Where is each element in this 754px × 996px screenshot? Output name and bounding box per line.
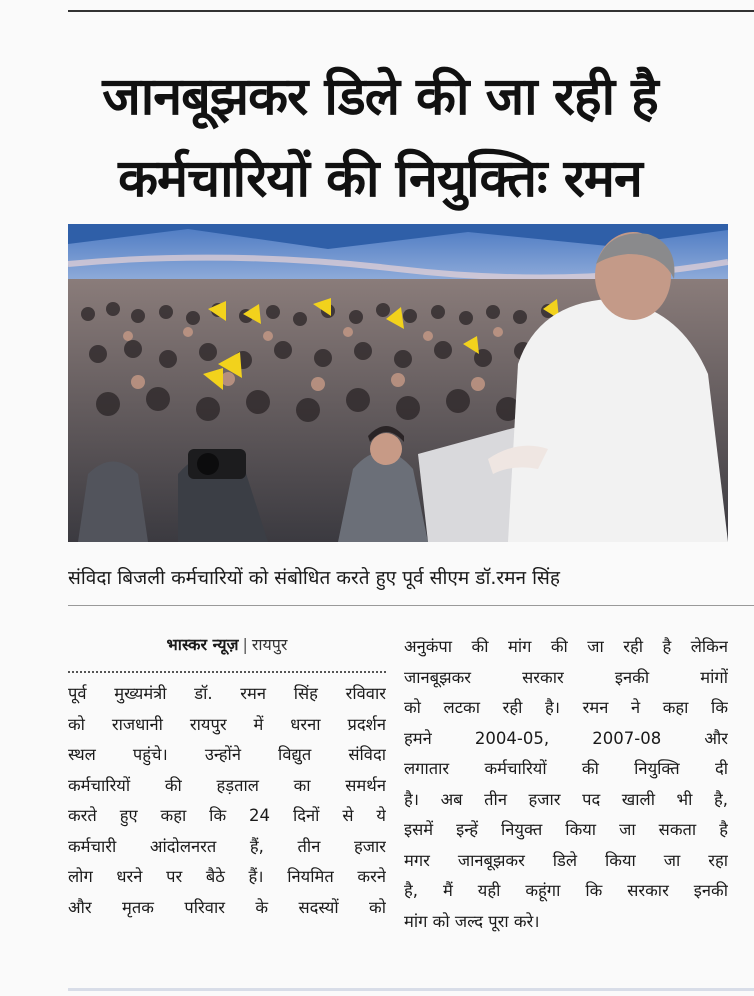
article-line: जानबूझकर सरकार इनकी मांगों	[404, 667, 728, 687]
article-line: और मृतक परिवार के सदस्यों को	[68, 897, 386, 917]
article-line: पूर्व मुख्यमंत्री डॉ. रमन सिंह रविवार	[68, 684, 386, 703]
article-line: मगर जानबूझकर डिले किया जा रहा	[404, 850, 728, 870]
byline-agency: भास्कर न्यूज़	[166, 635, 239, 654]
top-rule	[68, 10, 754, 12]
article-line: अनुकंपा की मांग की जा रही है लेकिन	[404, 637, 728, 656]
article-line: हमने 2004-05, 2007-08 और	[404, 728, 728, 748]
photo-caption: संविदा बिजली कर्मचारियों को संबोधित करते हुए पूर्व सीएम डॉ.रमन सिंह	[68, 567, 560, 589]
rally-photo-icon	[68, 224, 728, 542]
article-line: कर्मचारियों की हड़ताल का समर्थन	[68, 775, 386, 795]
article-line: को लटका रही है। रमन ने कहा कि	[404, 698, 728, 717]
article-line: मांग को जल्द पूरा करे।	[404, 911, 540, 931]
article-line: लगातार कर्मचारियों की नियुक्ति दी	[404, 759, 728, 778]
article-line: लोग धरने पर बैठे हैं। नियमित करने	[68, 867, 386, 886]
article-text-right	[404, 632, 728, 937]
article-column-right	[404, 632, 728, 937]
article-line: करते हुए कहा कि 24 दिनों से ये	[68, 806, 386, 825]
article-line: है, मैं यही कहूंगा कि सरकार इनकी	[404, 881, 728, 900]
article-column-left	[68, 625, 386, 923]
headline-line-2: कर्मचारियों की नियुक्तिः रमन	[118, 149, 642, 209]
byline-rule	[68, 671, 386, 673]
byline-city: रायपुर	[251, 635, 288, 654]
caption-rule	[68, 605, 754, 606]
article-line: इसमें इन्हें नियुक्त किया जा सकता है	[404, 820, 728, 839]
news-photo	[68, 224, 728, 542]
headline-line-1: जानबूझकर डिले की जा रही है	[102, 67, 658, 127]
article-line: है। अब तीन हजार पद खाली भी है,	[404, 789, 728, 809]
bottom-rule	[68, 988, 754, 991]
byline	[68, 625, 386, 665]
byline-separator: |	[242, 635, 248, 654]
article-text-left	[68, 679, 386, 923]
article-line: स्थल पहुंचे। उन्होंने विद्युत संविदा	[68, 745, 386, 764]
article-line: कर्मचारी आंदोलनरत हैं, तीन हजार	[68, 836, 386, 856]
article-line: को राजधानी रायपुर में धरना प्रदर्शन	[68, 714, 386, 734]
